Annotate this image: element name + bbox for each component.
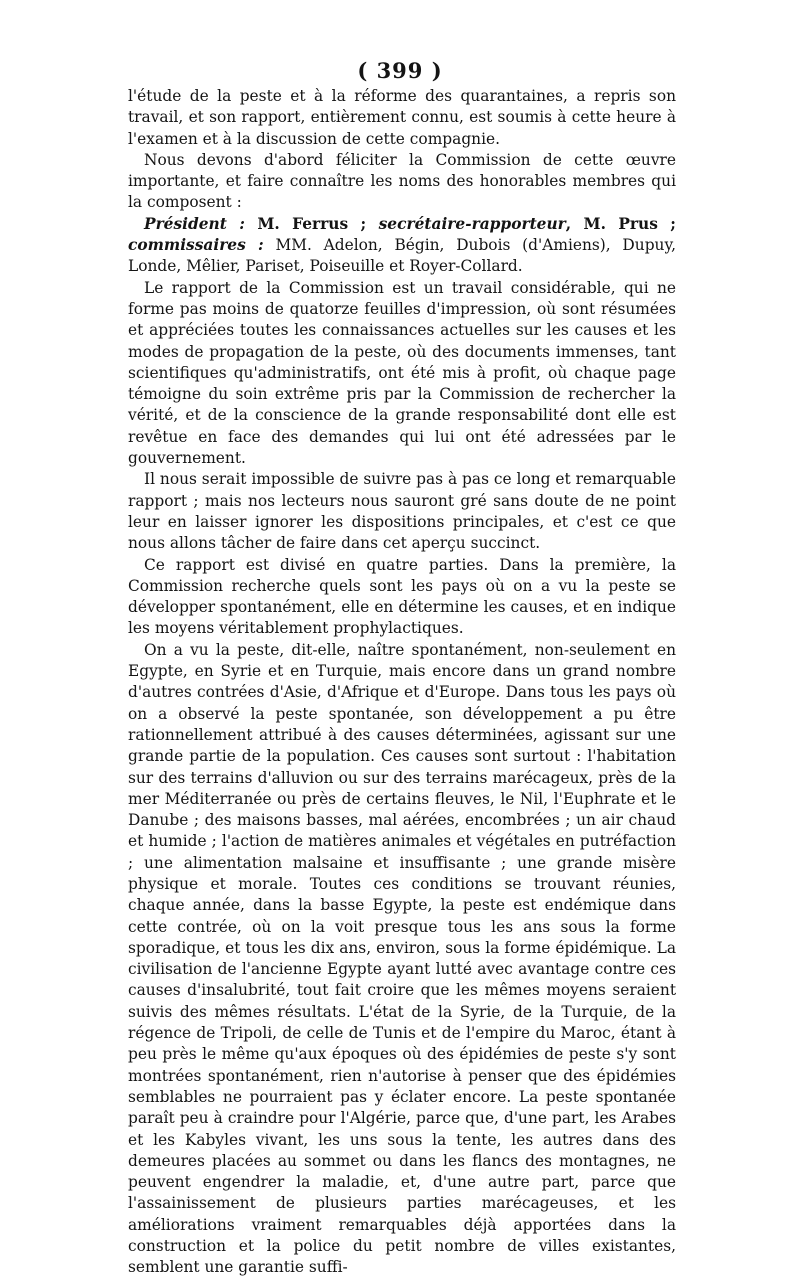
page-body bbox=[128, 86, 676, 1279]
commissioners-names: MM. Adelon, Bégin, Dubois (d'Amiens), Dupuy, Londe, Mêlier, Pariset, Poiseuille et Royer-Collard. bbox=[128, 236, 676, 276]
page-number: ( 399 ) bbox=[357, 58, 443, 83]
secretary-label: secrétaire-rapporteur bbox=[378, 214, 566, 233]
commissioners-label: commissaires : bbox=[128, 236, 264, 255]
paragraph-3-commission-members bbox=[128, 214, 676, 278]
paragraph-7: On a vu la peste, dit-elle, naître spontanément, non-seulement en Egypte, en Syrie et en Turquie, mais encore dans un grand nombre d'autres contrées d'Asie, d'Afrique et d'Europe. Dans tous les pays où on a observé la peste spontanée, son développement a pu être rationnellement attribué à des causes déterminées, agissant sur une grande partie de la population. Ces causes sont surtout : l'habitation sur des terrains d'alluvion ou sur des terrains marécageux, près de la mer Méditerranée ou près de certains fleuves, le Nil, l'Euphrate et le Danube ; des maisons basses, mal aérées, encombrées ; un air chaud et humide ; l'action de matières animales et végétales en putréfaction ; une alimentation malsaine et insuffisante ; une grande misère physique et morale. Toutes ces conditions se trouvant réunies, chaque année, dans la basse Egypte, la peste est endémique dans cette contrée, où on la voit presque tous les ans sous la forme sporadique, et tous les dix ans, environ, sous la forme épidémique. La civilisation de l'ancienne Egypte ayant lutté avec avantage contre ces causes d'insalubrité, tout fait croire que les mêmes moyens seraient suivis des mêmes résultats. L'état de la Syrie, de la Turquie, de la régence de Tripoli, de celle de Tunis et de l'empire du Maroc, étant à peu près le même qu'aux époques où des épidémies de peste s'y sont montrées spontanément, rien n'autorise à penser que des épidémies semblables ne pourraient pas y éclater encore. La peste spontanée paraît peu à craindre pour l'Algérie, parce que, d'une part, les Arabes et les Kabyles vivant, les uns sous la tente, les autres dans des demeures placées au sommet ou dans les flancs des montagnes, ne peuvent engendrer la maladie, et, d'une autre part, parce que l'assainissement de plusieurs parties marécageuses, et les améliorations vraiment remarquables déjà apportées dans la construction et la police du petit nombre de villes existantes, semblent une garantie suffi- bbox=[128, 640, 676, 1277]
paragraph-6: Ce rapport est divisé en quatre parties. Dans la première, la Commission recherche quels sont les pays où on a vu la peste se développer spontanément, elle en détermine les causes, et en indique les moyens véritablement prophylactiques. bbox=[128, 555, 676, 638]
paragraph-4: Le rapport de la Commission est un travail considérable, qui ne forme pas moins de quatorze feuilles d'impression, où sont résumées et appréciées toutes les connaissances actuelles sur les causes et les modes de propagation de la peste, où des documents immenses, tant scientifiques qu'administratifs, ont été mis à profit, où chaque page témoigne du soin extrême pris par la Commission de rechercher la vérité, et de la conscience de la grande responsabilité dont elle est revêtue en face des demandes qui lui ont été adressées par le gouvernement. bbox=[128, 278, 676, 468]
paragraph-1: l'étude de la peste et à la réforme des quarantaines, a repris son travail, et son rapport, entièrement connu, est soumis à cette heure à l'examen et à la discussion de cette compagnie. bbox=[128, 87, 676, 148]
secretary-name: , M. Prus ; bbox=[565, 214, 676, 233]
paragraph-5: Il nous serait impossible de suivre pas à pas ce long et remarquable rapport ; mais nos lecteurs nous sauront gré sans doute de ne point leur en laisser ignorer les dispositions principales, et c'est ce que nous allons tâcher de faire dans cet aperçu succinct. bbox=[128, 470, 676, 553]
paragraph-2: Nous devons d'abord féliciter la Commission de cette œuvre importante, et faire connaître les noms des honorables membres qui la composent : bbox=[128, 150, 676, 212]
president-label: Président : bbox=[144, 214, 245, 233]
president-name: M. Ferrus ; bbox=[244, 214, 379, 233]
